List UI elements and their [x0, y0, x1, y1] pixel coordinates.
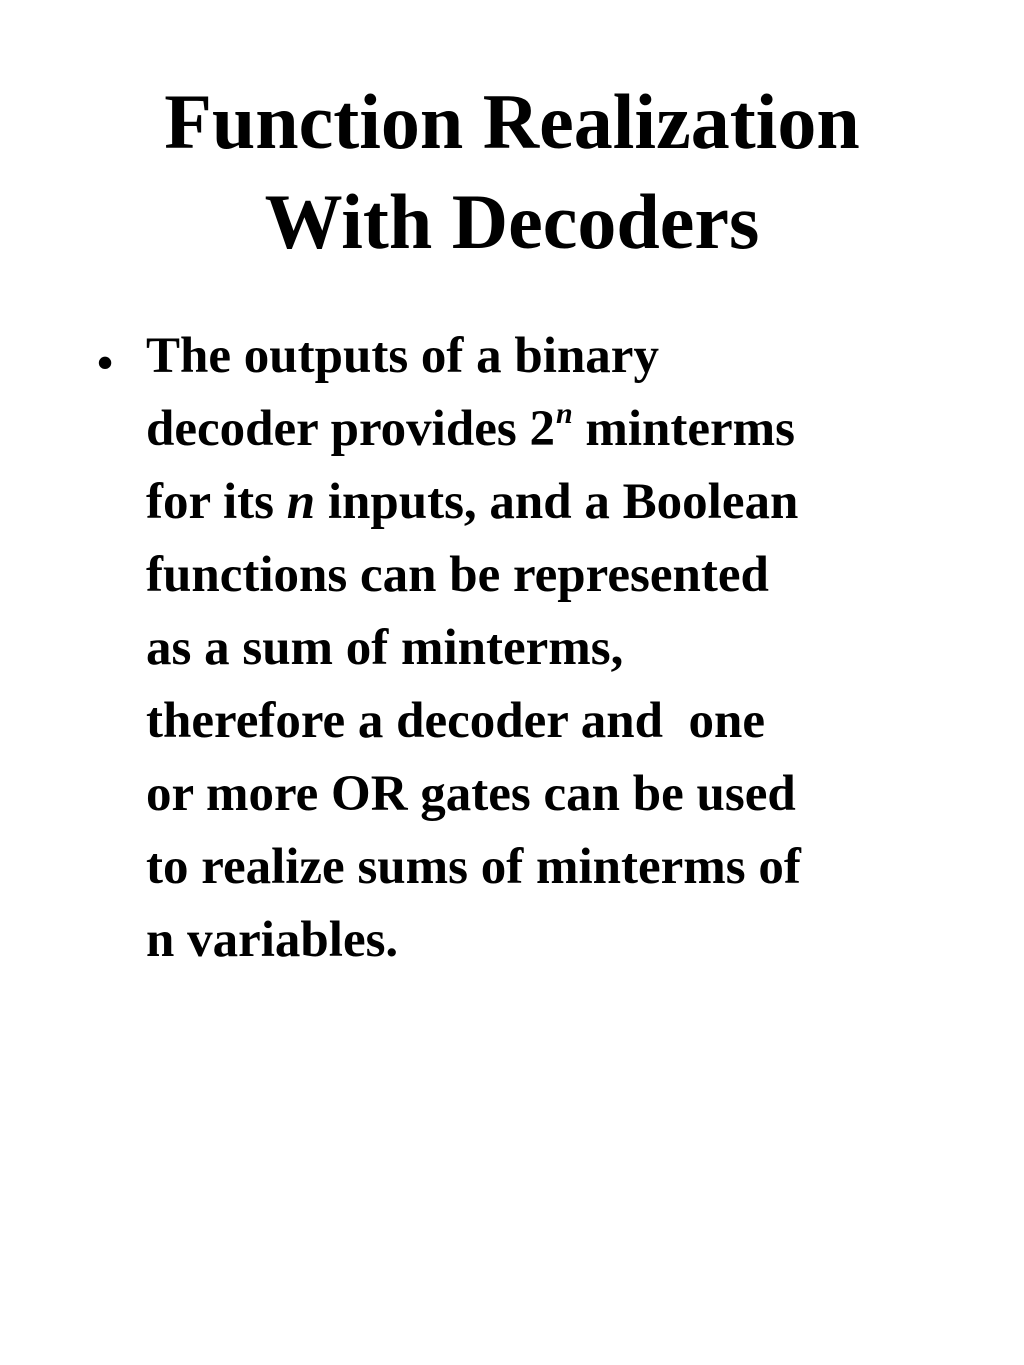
bullet-line-7: [146, 758, 984, 831]
title-line-2: With Decoders: [264, 178, 760, 265]
bullet-text: inputs, and a Boolean: [315, 474, 799, 530]
bullet-line-9: [146, 904, 984, 977]
bullet-line-5: [146, 612, 984, 685]
bullet-text: for its: [146, 474, 287, 530]
bullet-text: functions can be represented: [146, 547, 769, 603]
bullet-line-1: [146, 320, 984, 393]
bullet-line-6: [146, 685, 984, 758]
bullet-line-2: [146, 393, 984, 466]
bullet-marker: •: [97, 337, 114, 388]
bullet-text: therefore a decoder and one: [146, 693, 765, 749]
bullet-list: [0, 320, 1024, 977]
superscript-n: n: [555, 397, 573, 430]
slide-title: [60, 72, 964, 272]
bullet-text: minterms: [572, 401, 795, 457]
bullet-text: n variables.: [146, 912, 399, 968]
italic-n: n: [286, 474, 316, 530]
title-line-1: Function Realization: [164, 78, 860, 165]
bullet-line-3: [146, 466, 984, 539]
bullet-text: to realize sums of minterms of: [146, 839, 801, 895]
bullet-item: [0, 320, 1024, 977]
bullet-text: as a sum of minterms,: [146, 620, 624, 676]
bullet-text: or more OR gates can be used: [146, 766, 796, 822]
bullet-text: decoder provides 2: [146, 401, 555, 457]
bullet-line-8: [146, 831, 984, 904]
bullet-text: The outputs of a binary: [146, 328, 659, 384]
bullet-line-4: [146, 539, 984, 612]
